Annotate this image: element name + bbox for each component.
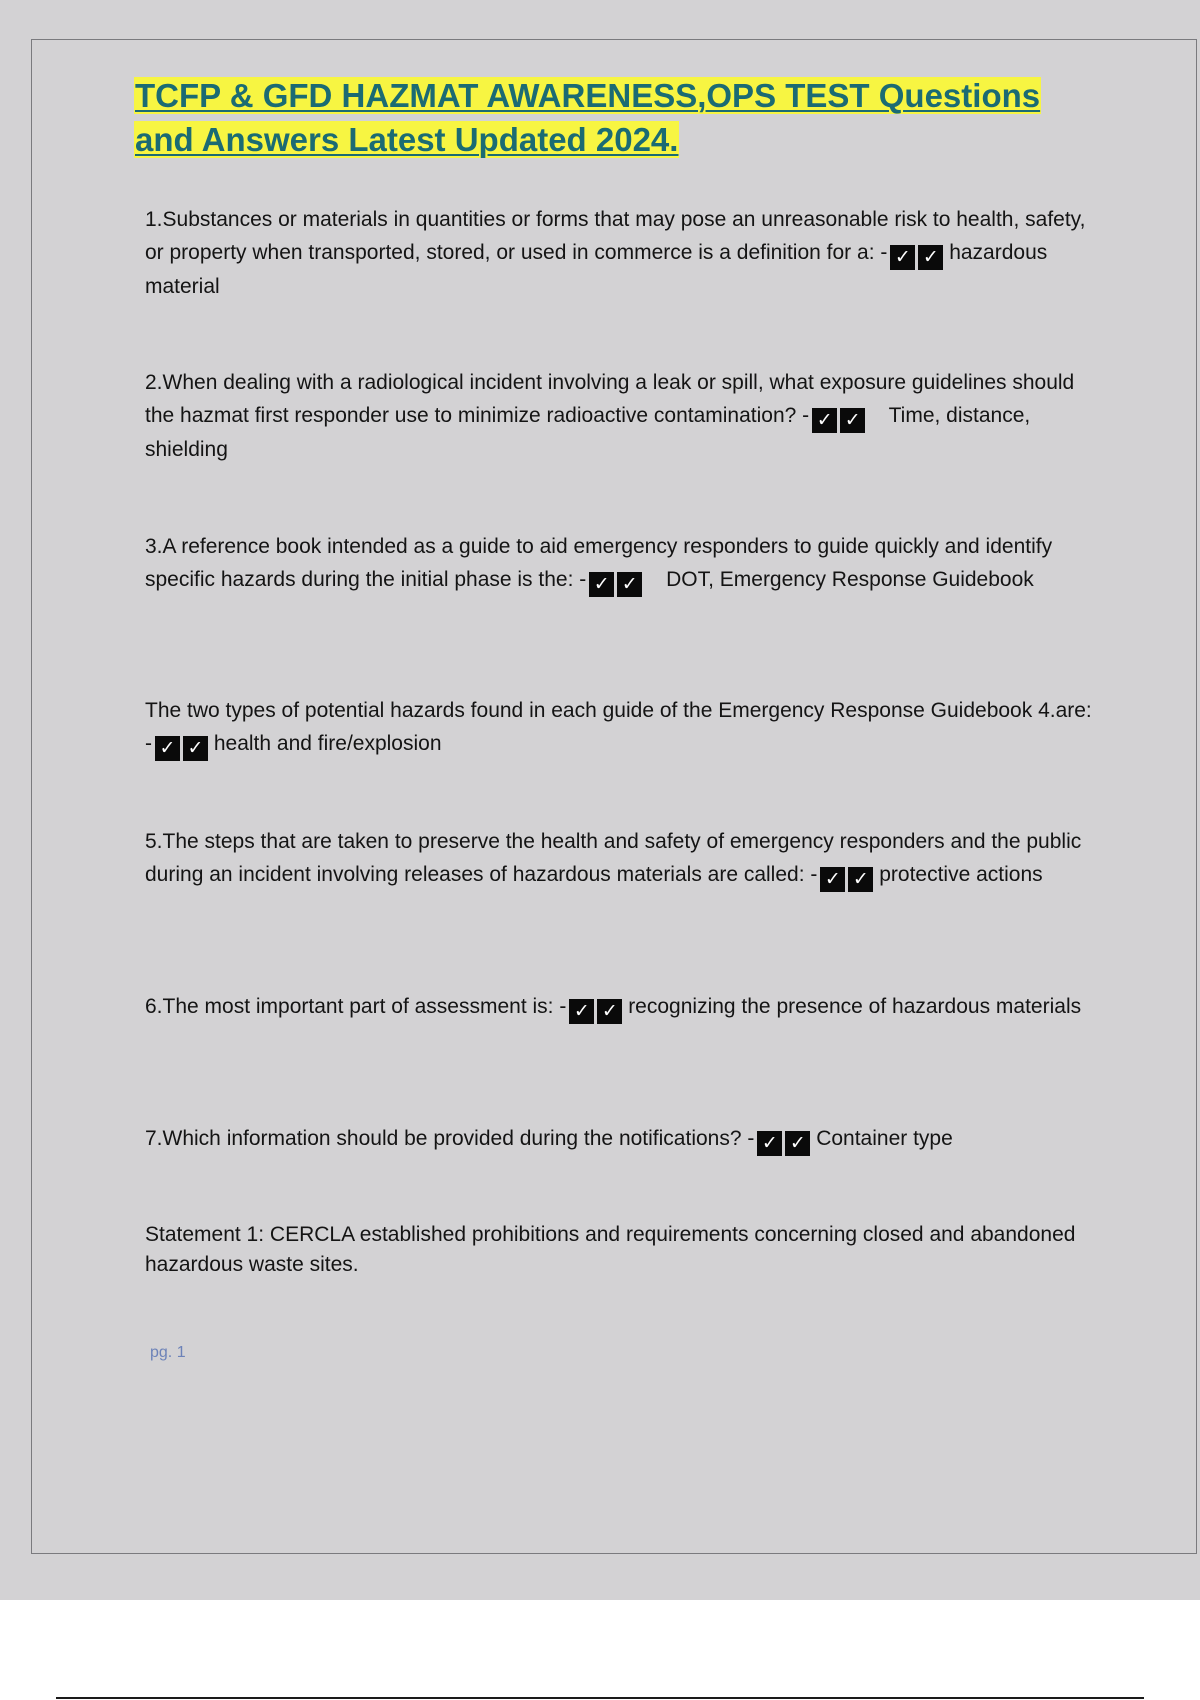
check-icon: ✓: [589, 572, 614, 597]
document-title-text: TCFP & GFD HAZMAT AWARENESS,OPS TEST Questions and Answers Latest Updated 2024.: [135, 77, 1041, 158]
separator: -: [145, 732, 152, 755]
document-title: [134, 74, 1094, 162]
check-icon: ✓: [597, 999, 622, 1024]
answer-text: recognizing the presence of hazardous materials: [628, 995, 1082, 1018]
qa-item-6: [145, 990, 1095, 1024]
check-icon: ✓: [848, 867, 873, 892]
separator: -: [802, 404, 810, 427]
check-icon: ✓: [785, 1131, 810, 1156]
answer-text: Time, distance, shielding: [145, 404, 1031, 461]
check-icon: ✓: [155, 736, 180, 761]
check-icon: ✓: [183, 736, 208, 761]
qa-item-7: [145, 1122, 1095, 1156]
separator: -: [559, 995, 567, 1018]
check-icon: ✓: [812, 408, 837, 433]
separator: -: [747, 1127, 755, 1150]
answer-text: hazardous material: [145, 241, 1048, 298]
question-text: 7.Which information should be provided during the notifications?: [145, 1127, 748, 1150]
check-icon: ✓: [918, 245, 943, 270]
answer-text: Container type: [816, 1127, 953, 1150]
check-icon: ✓: [840, 408, 865, 433]
question-text: 1.Substances or materials in quantities or forms that may pose an unreasonable risk to health, safety, or property when transported, stored, or used in commerce is a definition for a:: [145, 208, 1086, 264]
qa-item-4: [145, 694, 1095, 761]
bottom-divider: [56, 1697, 1144, 1699]
qa-item-3: [145, 530, 1095, 597]
question-text: 3.A reference book intended as a guide to aid emergency responders to guide quickly and identify specific hazards during the initial phase is the:: [145, 535, 1053, 591]
check-icon: ✓: [890, 245, 915, 270]
check-icon: ✓: [820, 867, 845, 892]
check-icon: ✓: [757, 1131, 782, 1156]
question-text: 6.The most important part of assessment is:: [145, 995, 560, 1018]
statement: Statement 1: CERCLA established prohibitions and requirements concerning closed and abandoned hazardous waste sites.: [145, 1223, 1076, 1276]
answer-text: health and fire/explosion: [213, 732, 442, 755]
separator: -: [579, 568, 587, 591]
qa-item-5: [145, 825, 1095, 892]
answer-text: DOT, Emergency Response Guidebook: [666, 568, 1034, 591]
separator: -: [810, 863, 818, 886]
check-icon: ✓: [617, 572, 642, 597]
separator: -: [880, 241, 888, 264]
answer-text: protective actions: [879, 863, 1043, 886]
question-text: 5.The steps that are taken to preserve the health and safety of emergency responders and the public during an incident involving releases of hazardous materials are called:: [145, 830, 1082, 886]
question-text: The two types of potential hazards found in each guide of the Emergency Response Guidebook 4.are:: [145, 699, 1092, 722]
question-text: 2.When dealing with a radiological incident involving a leak or spill, what exposure guidelines should the hazmat first responder use to minimize radioactive contamination?: [145, 371, 1075, 427]
page-number: pg. 1: [150, 1344, 186, 1361]
qa-item-1: [145, 203, 1095, 303]
check-icon: ✓: [569, 999, 594, 1024]
qa-item-2: [145, 366, 1095, 466]
